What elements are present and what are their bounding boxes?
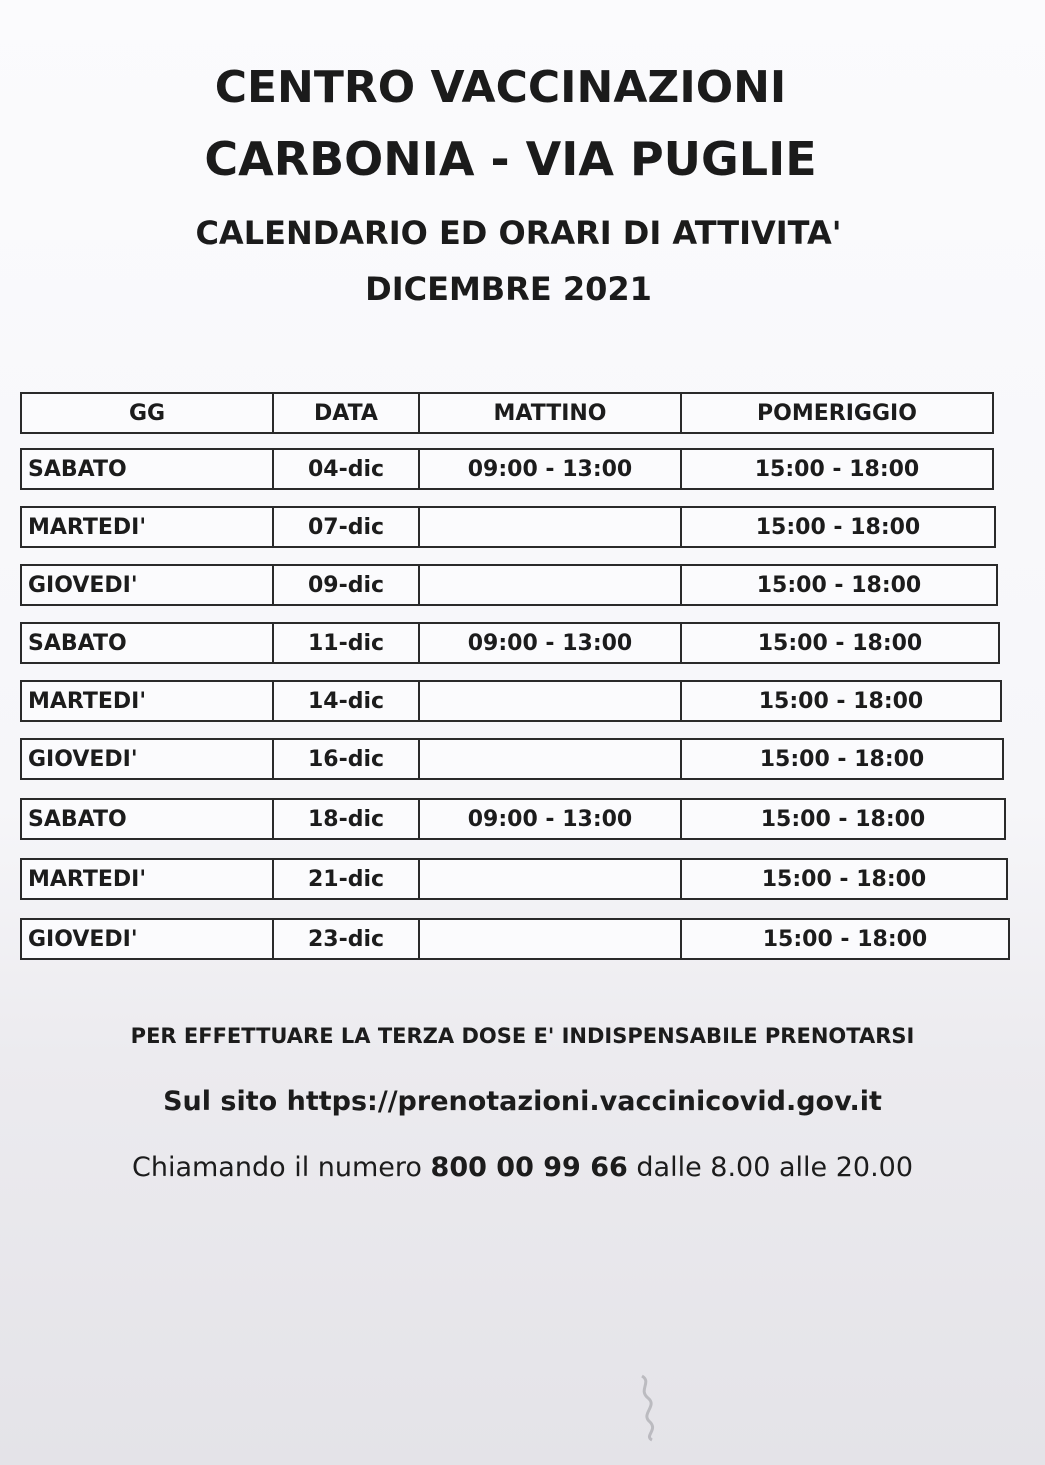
row-date: 04-dic <box>274 450 420 488</box>
table-row <box>20 680 1002 722</box>
row-afternoon: 15:00 - 18:00 <box>758 688 924 714</box>
row-morning <box>420 920 682 958</box>
phone-prefix: Chiamando il numero <box>131 1152 431 1183</box>
row-afternoon: 15:00 - 18:00 <box>761 866 927 892</box>
booking-phone-line <box>0 1152 1045 1183</box>
table-header-row <box>20 392 994 434</box>
center-title: CENTRO VACCINAZIONI <box>214 62 787 113</box>
row-date: 18-dic <box>274 800 420 838</box>
phone-suffix: dalle 8.00 alle 20.00 <box>627 1152 914 1183</box>
row-morning <box>420 860 682 898</box>
row-day: GIOVEDI' <box>22 740 274 778</box>
row-afternoon: 15:00 - 18:00 <box>759 746 925 772</box>
table-row <box>20 798 1006 840</box>
table-row <box>20 564 998 606</box>
row-date: 09-dic <box>274 566 420 604</box>
table-row <box>20 622 1000 664</box>
row-afternoon: 15:00 - 18:00 <box>755 514 921 540</box>
column-header-data: DATA <box>274 394 420 432</box>
table-row <box>20 506 996 548</box>
calendar-subtitle: CALENDARIO ED ORARI DI ATTIVITA' <box>195 214 842 252</box>
row-day: MARTEDI' <box>22 860 274 898</box>
row-day: GIOVEDI' <box>22 566 274 604</box>
table-row <box>20 448 994 490</box>
table-row <box>20 918 1010 960</box>
row-day: GIOVEDI' <box>22 920 274 958</box>
row-date: 16-dic <box>274 740 420 778</box>
row-date: 14-dic <box>274 682 420 720</box>
row-morning <box>420 508 682 546</box>
row-morning <box>420 566 682 604</box>
row-day: SABATO <box>22 800 274 838</box>
center-location: CARBONIA - VIA PUGLIE <box>204 132 817 186</box>
table-row <box>20 738 1004 780</box>
paper-smudge <box>634 1372 664 1442</box>
row-afternoon: 15:00 - 18:00 <box>756 572 922 598</box>
phone-number: 800 00 99 66 <box>430 1152 628 1183</box>
row-morning: 09:00 - 13:00 <box>420 624 682 662</box>
row-morning <box>420 682 682 720</box>
row-date: 23-dic <box>274 920 420 958</box>
column-header-gg: GG <box>22 394 274 432</box>
booking-website-line: Sul sito https://prenotazioni.vaccinicovid.gov.it <box>163 1086 882 1117</box>
row-afternoon: 15:00 - 18:00 <box>760 806 926 832</box>
row-date: 21-dic <box>274 860 420 898</box>
row-day: MARTEDI' <box>22 682 274 720</box>
row-date: 07-dic <box>274 508 420 546</box>
column-header-pomeriggio: POMERIGGIO <box>757 400 917 426</box>
row-afternoon: 15:00 - 18:00 <box>754 456 920 482</box>
row-afternoon: 15:00 - 18:00 <box>762 926 928 952</box>
row-morning <box>420 740 682 778</box>
month-title: DICEMBRE 2021 <box>365 270 652 308</box>
row-day: SABATO <box>22 450 274 488</box>
table-row <box>20 858 1008 900</box>
row-date: 11-dic <box>274 624 420 662</box>
row-morning: 09:00 - 13:00 <box>420 450 682 488</box>
booking-requirement-notice: PER EFFETTUARE LA TERZA DOSE E' INDISPENSABILE PRENOTARSI <box>130 1024 915 1048</box>
row-afternoon: 15:00 - 18:00 <box>757 630 923 656</box>
column-header-mattino: MATTINO <box>420 394 682 432</box>
row-day: MARTEDI' <box>22 508 274 546</box>
row-day: SABATO <box>22 624 274 662</box>
row-morning: 09:00 - 13:00 <box>420 800 682 838</box>
